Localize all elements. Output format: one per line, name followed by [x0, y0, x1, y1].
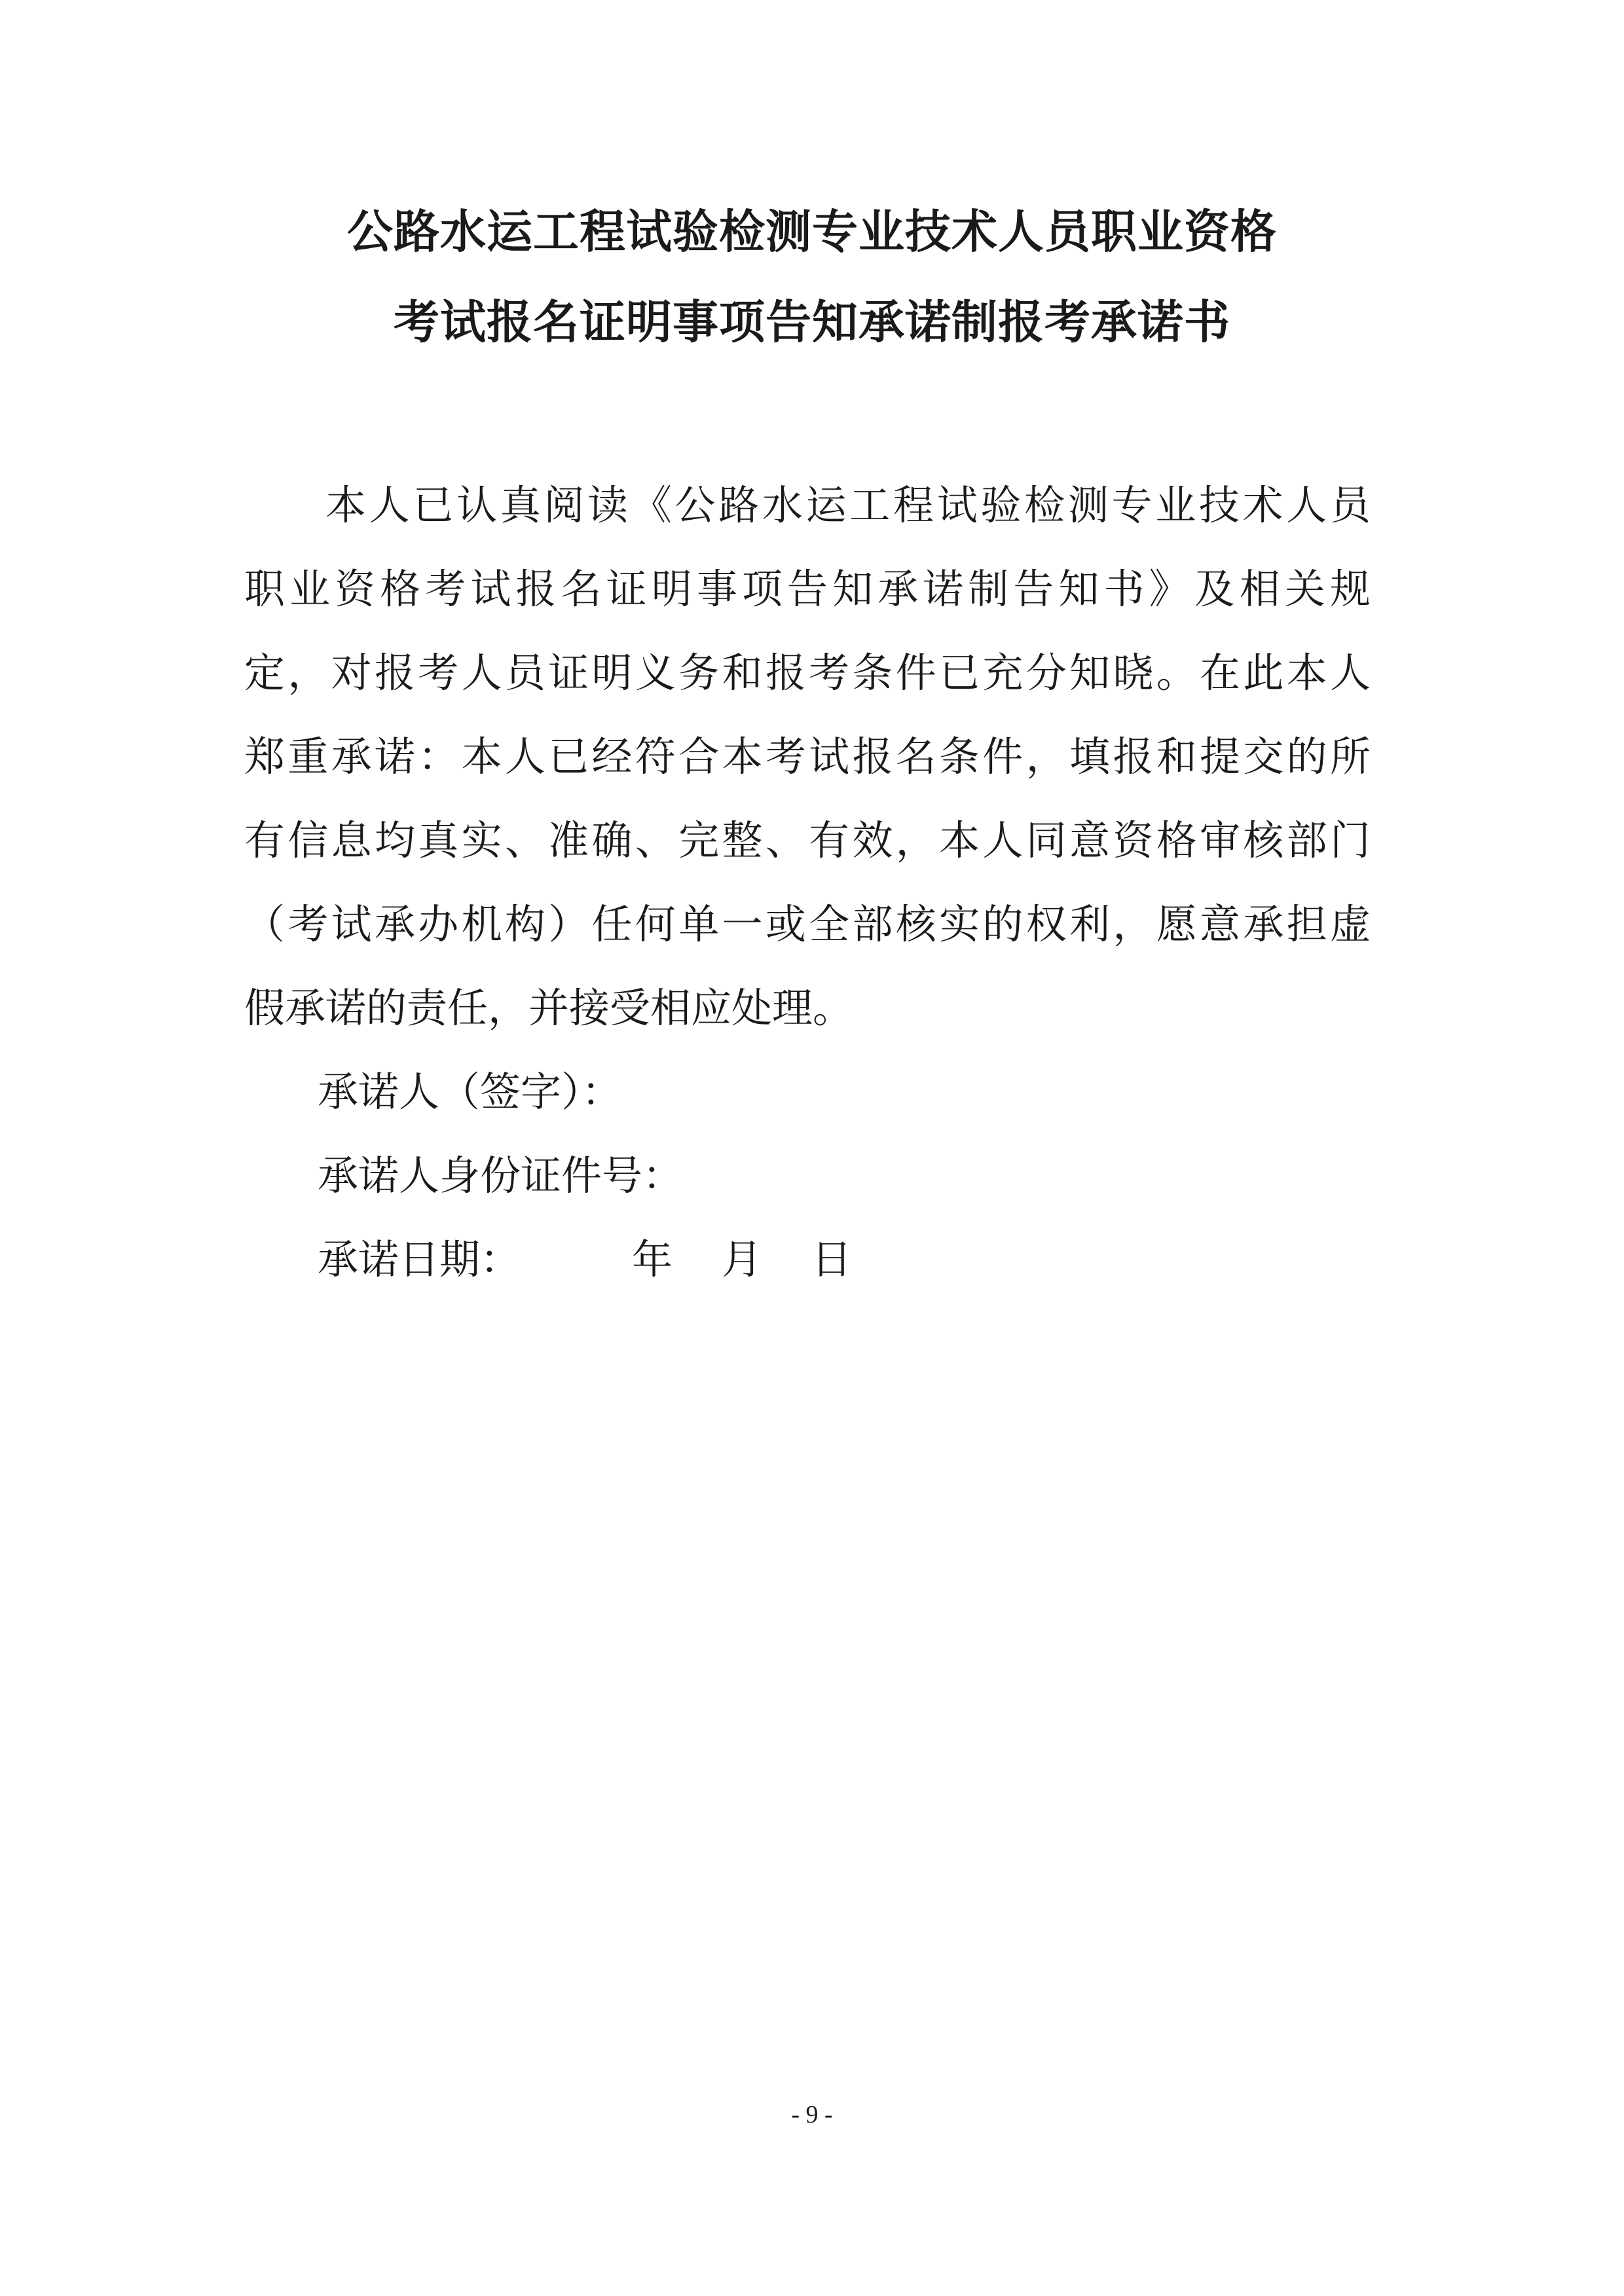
- document-title: [236, 187, 1388, 367]
- paragraph-line: （考试承办机构）任何单一或全部核实的权利，愿意承担虚: [244, 900, 1371, 948]
- title-line-1: 公路水运工程试验检测专业技术人员职业资格: [347, 205, 1277, 259]
- paragraph-line: 定，对报考人员证明义务和报考条件已充分知晓。在此本人: [244, 649, 1371, 697]
- date-year: 年: [632, 1235, 673, 1283]
- date-month: 月: [722, 1235, 763, 1283]
- id-number-label: 承诺人身份证件号：: [318, 1152, 684, 1199]
- title-line-2: 考试报名证明事项告知承诺制报考承诺书: [394, 295, 1230, 349]
- date-day: 日: [811, 1235, 853, 1283]
- commitment-body: [244, 464, 1371, 1302]
- paragraph-line: 本人已认真阅读《公路水运工程试验检测专业技术人员: [325, 481, 1371, 529]
- paragraph-line: 郑重承诺：本人已经符合本考试报名条件，填报和提交的所: [244, 733, 1371, 780]
- signature-label: 承诺人（签字）：: [318, 1068, 623, 1116]
- paragraph-line: 假承诺的责任，并接受相应处理。: [244, 984, 854, 1032]
- paragraph-line: 有信息均真实、准确、完整、有效，本人同意资格审核部门: [244, 816, 1371, 864]
- date-row: [244, 1218, 1371, 1302]
- page-number: - 9 -: [791, 2101, 833, 2128]
- date-label: 承诺日期：: [318, 1235, 521, 1283]
- paragraph-line: 职业资格考试报名证明事项告知承诺制告知书》及相关规: [244, 565, 1371, 613]
- date-fields: [632, 1218, 901, 1302]
